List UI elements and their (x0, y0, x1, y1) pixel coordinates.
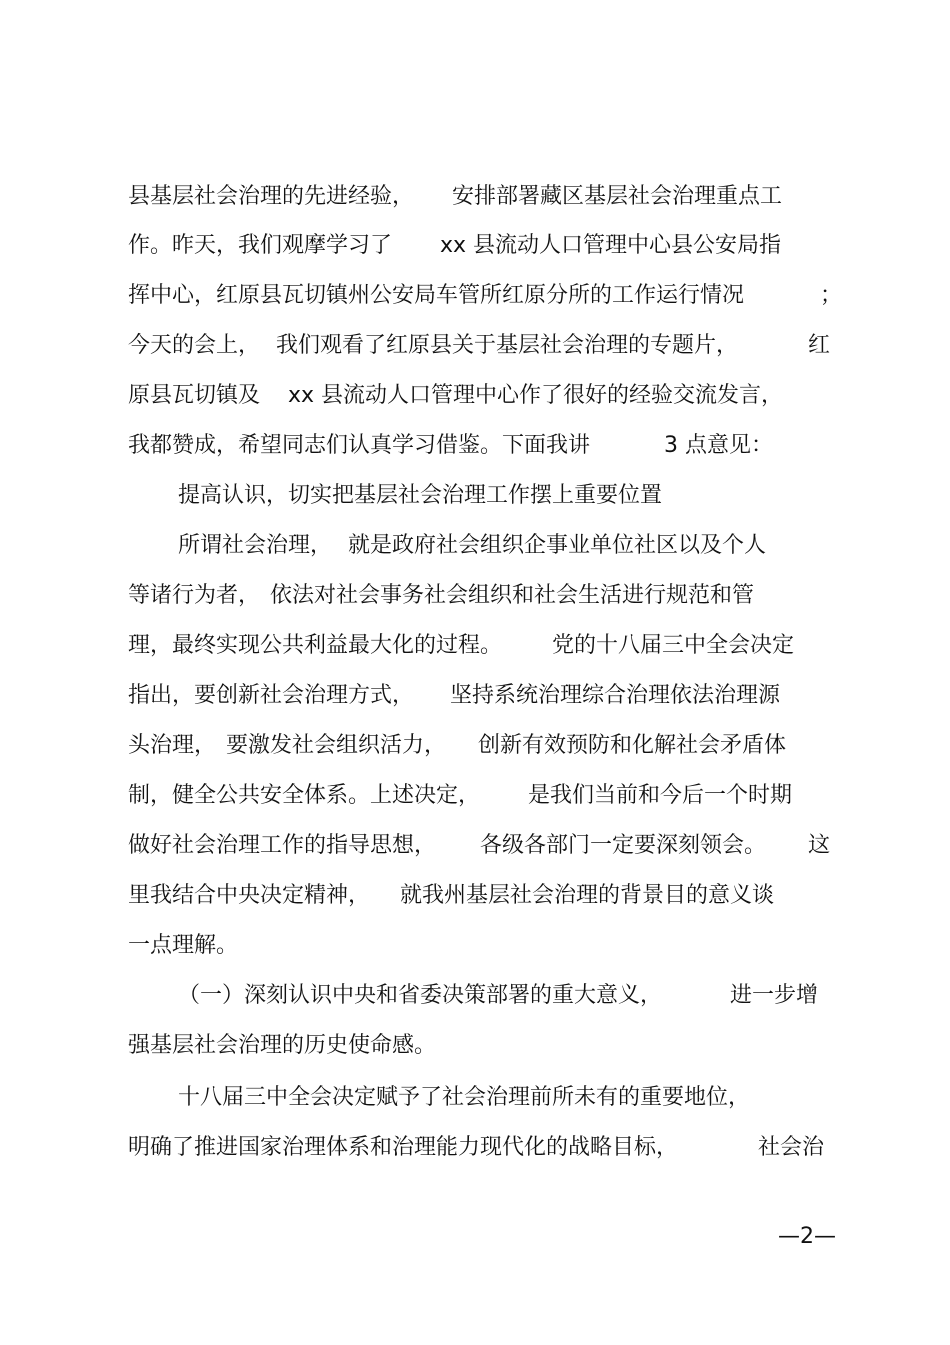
text-segment: 创新有效预防和化解社会矛盾体 (478, 733, 787, 758)
text-segment: 3 点意见： (664, 433, 773, 458)
text-segment: xx 县流动人口管理中心作了很好的经验交流发言， (288, 383, 784, 408)
text-line-6 (0, 429, 773, 463)
text-segment: 十八届三中全会决定赋予了社会治理前所未有的重要地位， (178, 1085, 751, 1110)
text-line-10 (0, 629, 795, 663)
text-segment: 要激发社会组织活力， (226, 733, 447, 758)
text-segment: 一点理解。 (128, 933, 239, 958)
text-line-18 (0, 1029, 437, 1063)
text-segment: 社会治 (758, 1135, 825, 1160)
text-segment: xx 县流动人口管理中心县公安局指 (440, 233, 782, 258)
text-segment: 红 (808, 333, 831, 358)
text-segment: 强基层社会治理的历史使命感。 (128, 1033, 437, 1058)
text-line-14 (0, 829, 831, 863)
text-segment: 依法对社会事务社会组织和社会生活进行规范和管 (270, 583, 755, 608)
text-line-11 (0, 679, 781, 713)
page-number: —2— (778, 1224, 836, 1249)
text-segment: 所谓社会治理， (178, 533, 333, 558)
text-segment: 我们观看了红原县关于基层社会治理的专题片， (276, 333, 739, 358)
text-line-1 (0, 180, 783, 214)
text-line-2 (0, 229, 782, 263)
text-line-8 (0, 529, 767, 563)
text-segment: ； (820, 283, 843, 308)
text-line-16 (0, 929, 239, 963)
text-line-15 (0, 879, 775, 913)
text-segment: 党的十八届三中全会决定 (552, 633, 795, 658)
text-segment: 理，最终实现公共利益最大化的过程。 (128, 633, 503, 658)
text-segment: 县基层社会治理的先进经验， (128, 184, 415, 209)
text-segment: 我都赞成，希望同志们认真学习借鉴。下面我讲 (128, 433, 591, 458)
text-segment: 原县瓦切镇及 (128, 383, 261, 408)
text-line-19 (0, 1081, 751, 1115)
text-line-4 (0, 329, 831, 363)
text-segment: 进一步增 (730, 983, 819, 1008)
text-segment: 安排部署藏区基层社会治理重点工 (452, 184, 783, 209)
text-line-9 (0, 579, 755, 613)
text-segment: （一）深刻认识中央和省委决策部署的重大意义， (178, 983, 663, 1008)
text-segment: 制，健全公共安全体系。上述决定， (128, 783, 481, 808)
section-heading (0, 479, 663, 513)
text-segment: 明确了推进国家治理体系和治理能力现代化的战略目标， (128, 1135, 679, 1160)
text-segment: 提高认识，切实把基层社会治理工作摆上重要位置 (178, 483, 663, 508)
text-segment: 等诸行为者， (128, 583, 261, 608)
text-segment: 就我州基层社会治理的背景目的意义谈 (400, 883, 775, 908)
text-segment: 各级各部门一定要深刻领会。 (480, 833, 767, 858)
text-segment: 做好社会治理工作的指导思想， (128, 833, 437, 858)
text-line-3 (0, 279, 843, 313)
text-segment: 挥中心，红原县瓦切镇州公安局车管所红原分所的工作运行情况 (128, 283, 745, 308)
text-line-13 (0, 779, 793, 813)
subsection-heading (0, 979, 819, 1013)
text-segment: 里我结合中央决定精神， (128, 883, 371, 908)
text-line-12 (0, 729, 787, 763)
text-segment: 就是政府社会组织企事业单位社区以及个人 (348, 533, 767, 558)
text-segment: 作。昨天，我们观摩学习了 (128, 233, 393, 258)
text-segment: 这 (808, 833, 831, 858)
text-line-20 (0, 1131, 825, 1165)
text-segment: 今天的会上， (128, 333, 261, 358)
text-segment: 是我们当前和今后一个时期 (528, 783, 793, 808)
text-segment: 头治理， (128, 733, 217, 758)
text-line-5 (0, 379, 784, 413)
text-segment: 指出，要创新社会治理方式， (128, 683, 415, 708)
text-segment: 坚持系统治理综合治理依法治理源 (450, 683, 781, 708)
